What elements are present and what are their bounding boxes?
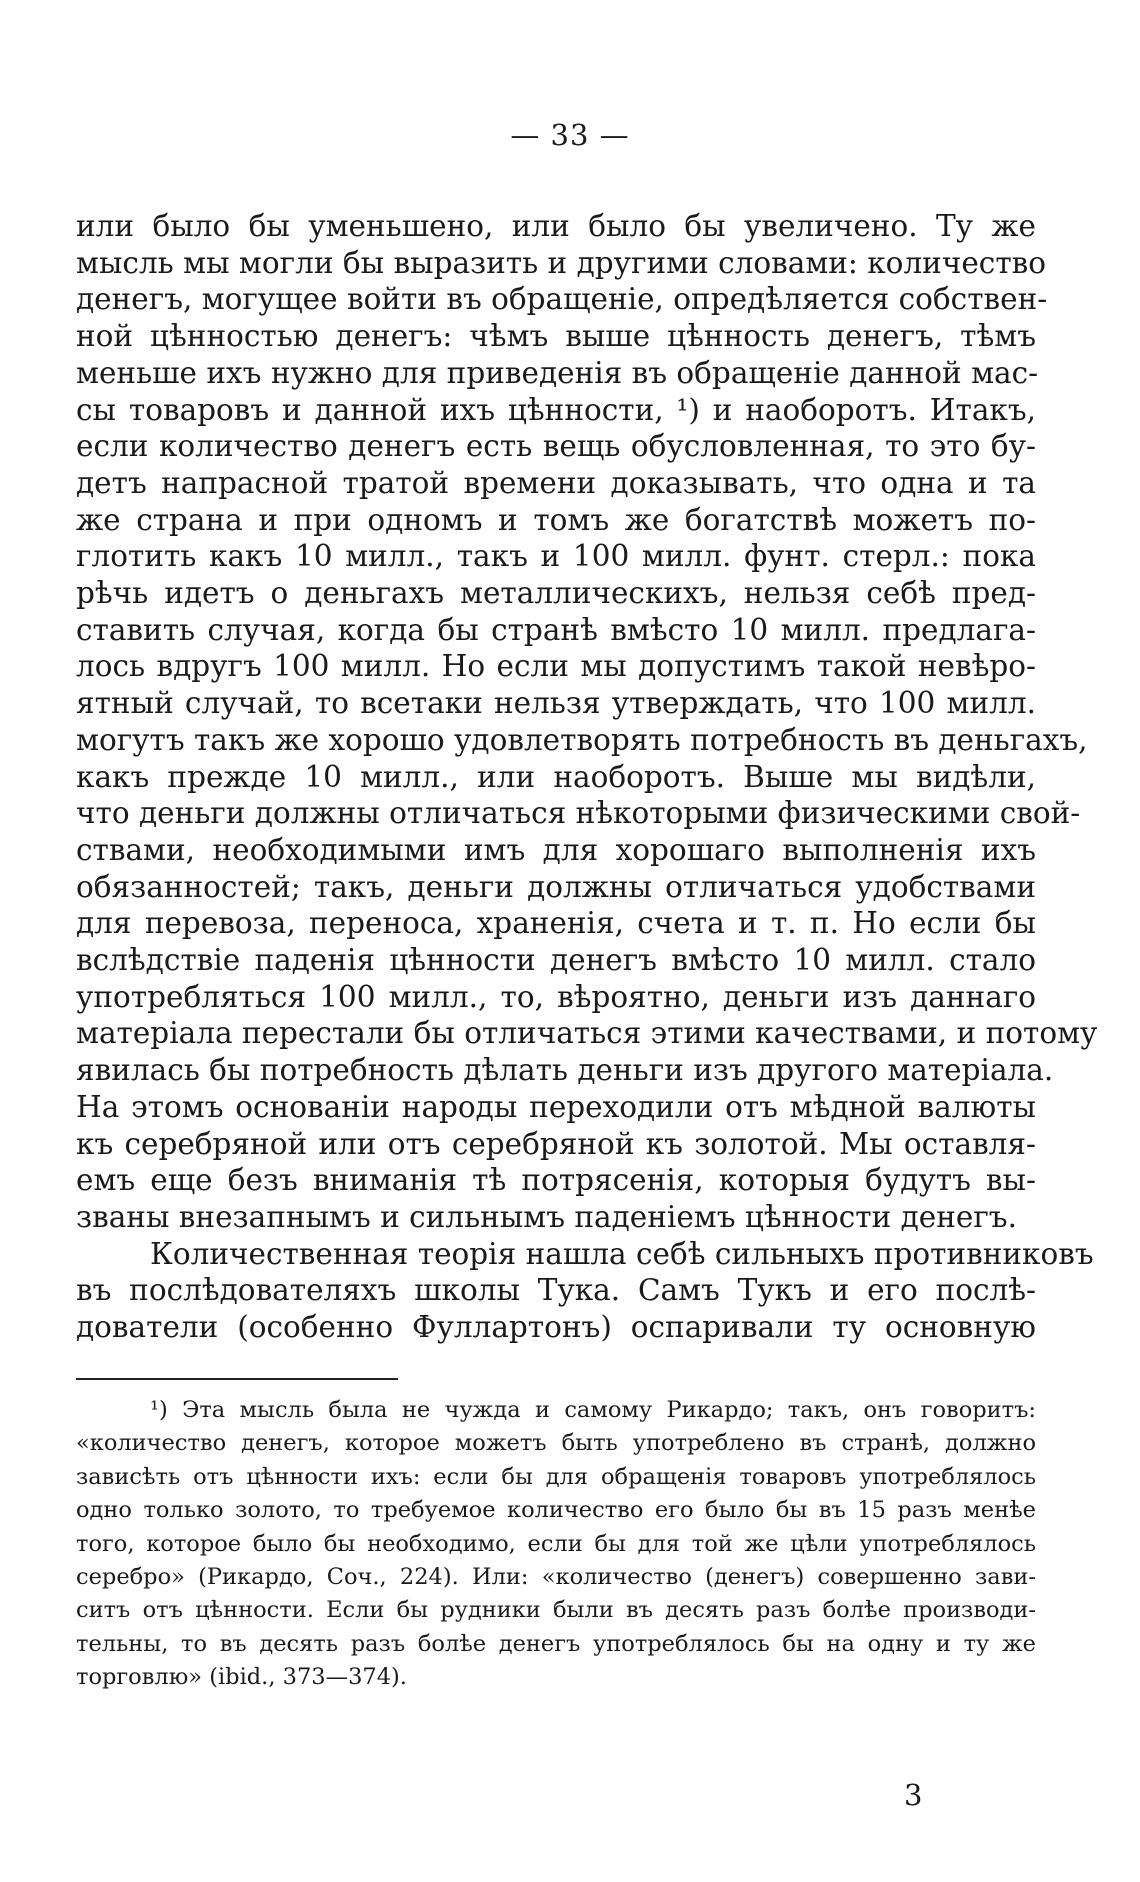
body-text	[76, 208, 1098, 1346]
footnote-line: ¹) Эта мысль была не чужда и самому Рикардо; такъ, онъ говоритъ:	[150, 1397, 1036, 1423]
text-line: ной цѣнностью денегъ: чѣмъ выше цѣнность денегъ, тѣмъ	[76, 319, 1036, 354]
footnote-line: тельны, то въ десять разъ болѣе денегъ употреблялось бы на одну и ту же	[76, 1630, 1036, 1657]
text-line: употребляться 100 милл., то, вѣроятно, деньги изъ даннаго	[76, 979, 1036, 1014]
text-line: обязанностей; такъ, деньги должны отличаться удобствами	[76, 869, 1036, 904]
text-line: дователи (особенно Фуллартонъ) оспаривали ту основную	[76, 1310, 1036, 1345]
text-line: матеріала перестали бы отличаться этими качествами, и потому	[76, 1016, 1098, 1051]
text-line: лось вдругъ 100 милл. Но если мы допустимъ такой невѣро-	[76, 649, 1036, 684]
footnote-divider	[76, 1378, 398, 1380]
text-line: ставить случая, когда бы странѣ вмѣсто 10 милл. предлага-	[76, 612, 1036, 647]
text-line: На этомъ основаніи народы переходили отъ мѣдной валюты	[76, 1089, 1036, 1124]
footnote-line: «количество денегъ, которое можетъ быть употреблено въ странѣ, должно	[76, 1430, 1036, 1457]
text-line: ствами, необходимыми имъ для хорошаго выполненія ихъ	[76, 832, 1036, 867]
text-line: явилась бы потребность дѣлать деньги изъ другого матеріала.	[76, 1053, 1054, 1088]
text-line: въ послѣдователяхъ школы Тука. Самъ Тукъ и его послѣ-	[76, 1273, 1036, 1308]
text-line: что деньги должны отличаться нѣкоторыми физическими свой-	[76, 796, 1081, 831]
footnote-line: ситъ отъ цѣнности. Если бы рудники были въ десять разъ болѣе производи-	[76, 1597, 1036, 1624]
footnote-line: того, которое было бы необходимо, если бы для той же цѣли употреблялось	[76, 1530, 1036, 1557]
text-line: вслѣдствіе паденія цѣнности денегъ вмѣсто 10 милл. стало	[76, 943, 1036, 978]
signature-mark: 3	[904, 1778, 923, 1812]
text-line: для перевоза, переноса, храненія, счета и т. п. Но если бы	[76, 906, 1036, 941]
text-line: рѣчь идетъ о деньгахъ металлическихъ, нельзя себѣ пред-	[76, 576, 1036, 611]
text-line: какъ прежде 10 милл., или наоборотъ. Выше мы видѣли,	[76, 759, 1036, 794]
text-line: или было бы уменьшено, или было бы увеличено. Ту же	[76, 209, 1036, 243]
text-line: если количество денегъ есть вещь обусловленная, то это бу-	[76, 429, 1036, 464]
footnote	[76, 1394, 1036, 1695]
footnote-line: зависѣть отъ цѣнности ихъ: если бы для обращенія товаровъ употреблялось	[76, 1463, 1036, 1490]
text-line: званы внезапнымъ и сильнымъ паденіемъ цѣнности денегъ.	[76, 1199, 1017, 1234]
text-line: же страна и при одномъ и томъ же богатствѣ можетъ по-	[76, 502, 1036, 537]
text-line: сы товаровъ и данной ихъ цѣнности, ¹) и наоборотъ. Итакъ,	[76, 392, 1036, 427]
text-line: емъ еще безъ вниманія тѣ потрясенія, которыя будутъ вы-	[76, 1163, 1036, 1198]
footnote-line: одно только золото, то требуемое количество его было бы въ 15 разъ менѣе	[76, 1497, 1036, 1524]
text-line: денегъ, могущее войти въ обращеніе, опредѣляется собствен-	[76, 282, 1048, 317]
footnote-line: торговлю» (ibid., 373—374).	[76, 1664, 407, 1691]
text-line: глотить какъ 10 милл., такъ и 100 милл. фунт. стерл.: пока	[76, 539, 1036, 574]
text-line: Количественная теорія нашла себѣ сильныхъ противниковъ	[150, 1236, 1094, 1271]
text-line: ятный случай, то всетаки нельзя утверждать, что 100 милл.	[76, 686, 1036, 721]
text-line: могутъ такъ же хорошо удовлетворять потребность въ деньгахъ,	[76, 722, 1088, 757]
text-line: къ серебряной или отъ серебряной къ золотой. Мы оставля-	[76, 1126, 1036, 1161]
text-line: мысль мы могли бы выразить и другими словами: количество	[76, 245, 1047, 280]
text-line: детъ напрасной тратой времени доказывать, что одна и та	[76, 465, 1036, 500]
footnote-line: серебро» (Рикардо, Соч., 224). Или: «количество (денегъ) совершенно зави-	[76, 1564, 1036, 1591]
page-number: — 33 —	[510, 118, 630, 152]
text-line: меньше ихъ нужно для приведенія въ обращеніе данной мас-	[76, 355, 1039, 390]
